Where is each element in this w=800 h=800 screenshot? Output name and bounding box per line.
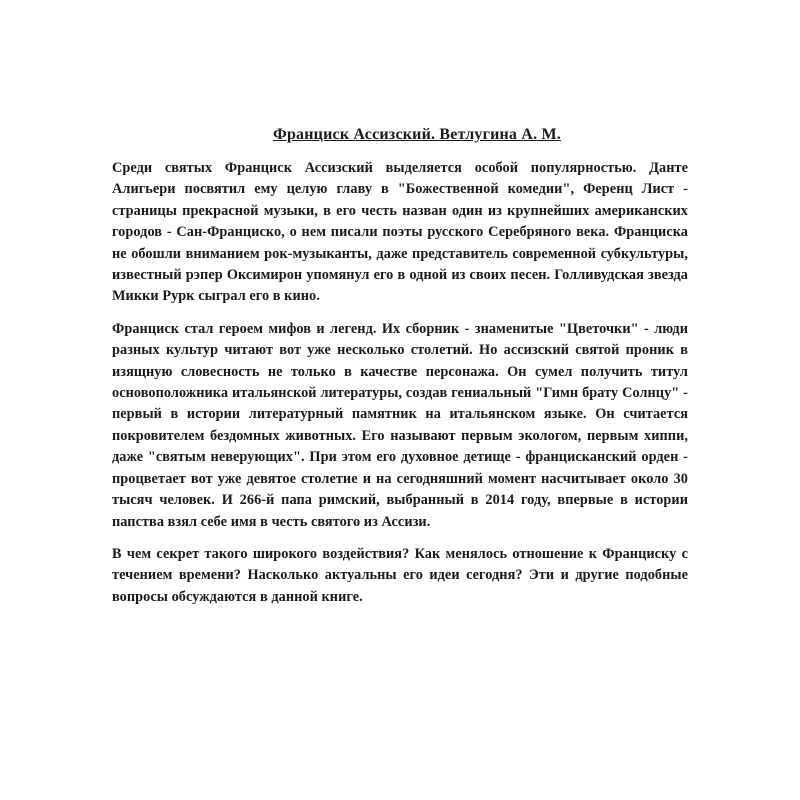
book-annotation [112, 126, 688, 619]
document-title: Франциск Ассизский. Ветлугина А. М. [273, 126, 561, 143]
paragraph-legends: Франциск стал героем мифов и легенд. Их сборник - знаменитые "Цветочки" - люди разных культур читают вот уже несколько столетий. Но ассизский святой проник в изящную словесность не только в качестве персонажа. Он сумел получить титул основоположника итальянской литературы, создав гениальный "Гимн брату Солнцу" - первый в истории литературный памятник на итальянском языке. Он считается покровителем бездомных животных. Его называют первым экологом, первым хиппи, даже "святым неверующих". При этом его духовное детище - францисканский орден - процветает вот уже девятое столетие и на сегодняшний момент насчитывает около 30 тысяч человек. И 266-й папа римский, выбранный в 2014 году, впервые в истории папства взял себе имя в честь святого из Ассизи. [112, 320, 688, 530]
paragraph-popularity: Среди святых Франциск Ассизский выделяется особой популярностью. Данте Алигьери посвятил ему целую главу в "Божественной комедии", Ференц Лист - страницы прекрасной музыки, в его честь назван один из крупнейших американских городов - Сан-Франциско, о нем писали поэты русского Серебряного века. Франциска не обошли вниманием рок-музыканты, даже представитель современной субкультуры, известный рэпер Оксимирон упомянул его в одной из своих песен. Голливудская звезда Микки Рурк сыграл его в кино. [112, 160, 688, 305]
paragraph-questions: В чем секрет такого широкого воздействия? Как менялось отношение к Франциску с течением времени? Насколько актуальны его идеи сегодня? Эти и другие подобные вопросы обсуждаются в данной книге. [112, 545, 688, 605]
